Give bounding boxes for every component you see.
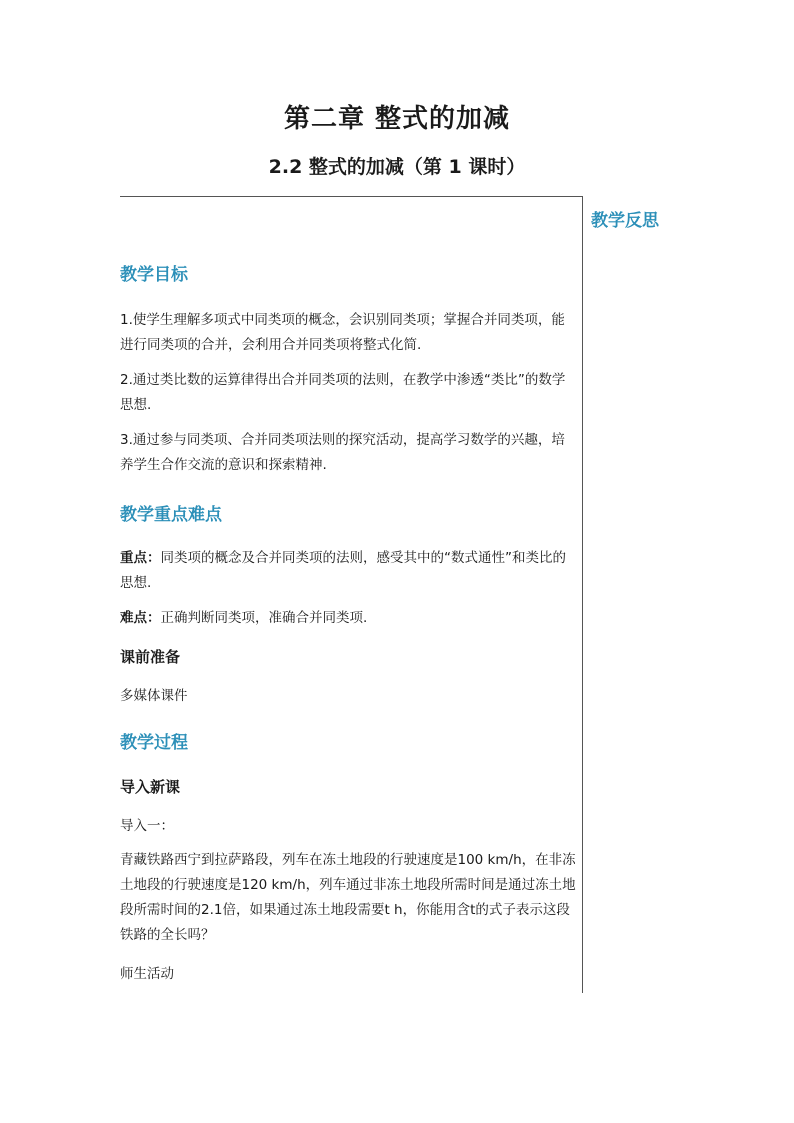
reflection-heading: 教学反思 [591, 211, 659, 231]
difficulty-paragraph [120, 606, 576, 631]
preparation-text: 多媒体课件 [120, 688, 188, 704]
intro-problem: 青藏铁路西宁到拉萨路段，列车在冻土地段的行驶速度是100 km/h，在非冻土地段的行驶速度是120 km/h，列车通过非冻土地段所需时间是通过冻土地段所需时间的2.1倍，如果通过冻土地段需要t h，你能用含t的式子表示这段铁路的全长吗？ [120, 852, 576, 943]
focus-paragraph [120, 546, 576, 596]
objectives-heading: 教学目标 [120, 265, 188, 285]
preparation-heading: 课前准备 [120, 648, 181, 666]
objective-item: 3.通过参与同类项、合并同类项法则的探究活动，提高学习数学的兴趣，培养学生合作交流的意识和探索精神. [120, 432, 565, 473]
chapter-title: 第二章 整式的加减 [283, 104, 511, 134]
difficulty-text: 正确判断同类项，准确合并同类项. [160, 610, 368, 626]
focus-text: 同类项的概念及合并同类项的法则，感受其中的“数式通性”和类比的思想. [120, 550, 566, 591]
process-heading: 教学过程 [120, 733, 188, 753]
intro-subheading: 导入新课 [120, 778, 181, 796]
objective-item: 1.使学生理解多项式中同类项的概念，会识别同类项；掌握合并同类项，能进行同类项的合并，会利用合并同类项将整式化简. [120, 312, 565, 353]
table-top-rule [120, 196, 582, 197]
focus-label: 重点： [120, 550, 161, 566]
key-points-heading: 教学重点难点 [120, 505, 222, 525]
column-divider [582, 196, 583, 993]
activity-label: 师生活动 [120, 966, 174, 982]
intro-label: 导入一： [120, 818, 174, 834]
section-title: 2.2 整式的加减（第 1 课时） [268, 156, 526, 178]
difficulty-label: 难点： [120, 610, 161, 626]
objective-item: 2.通过类比数的运算律得出合并同类项的法则，在教学中渗透“类比”的数学思想. [120, 372, 566, 413]
